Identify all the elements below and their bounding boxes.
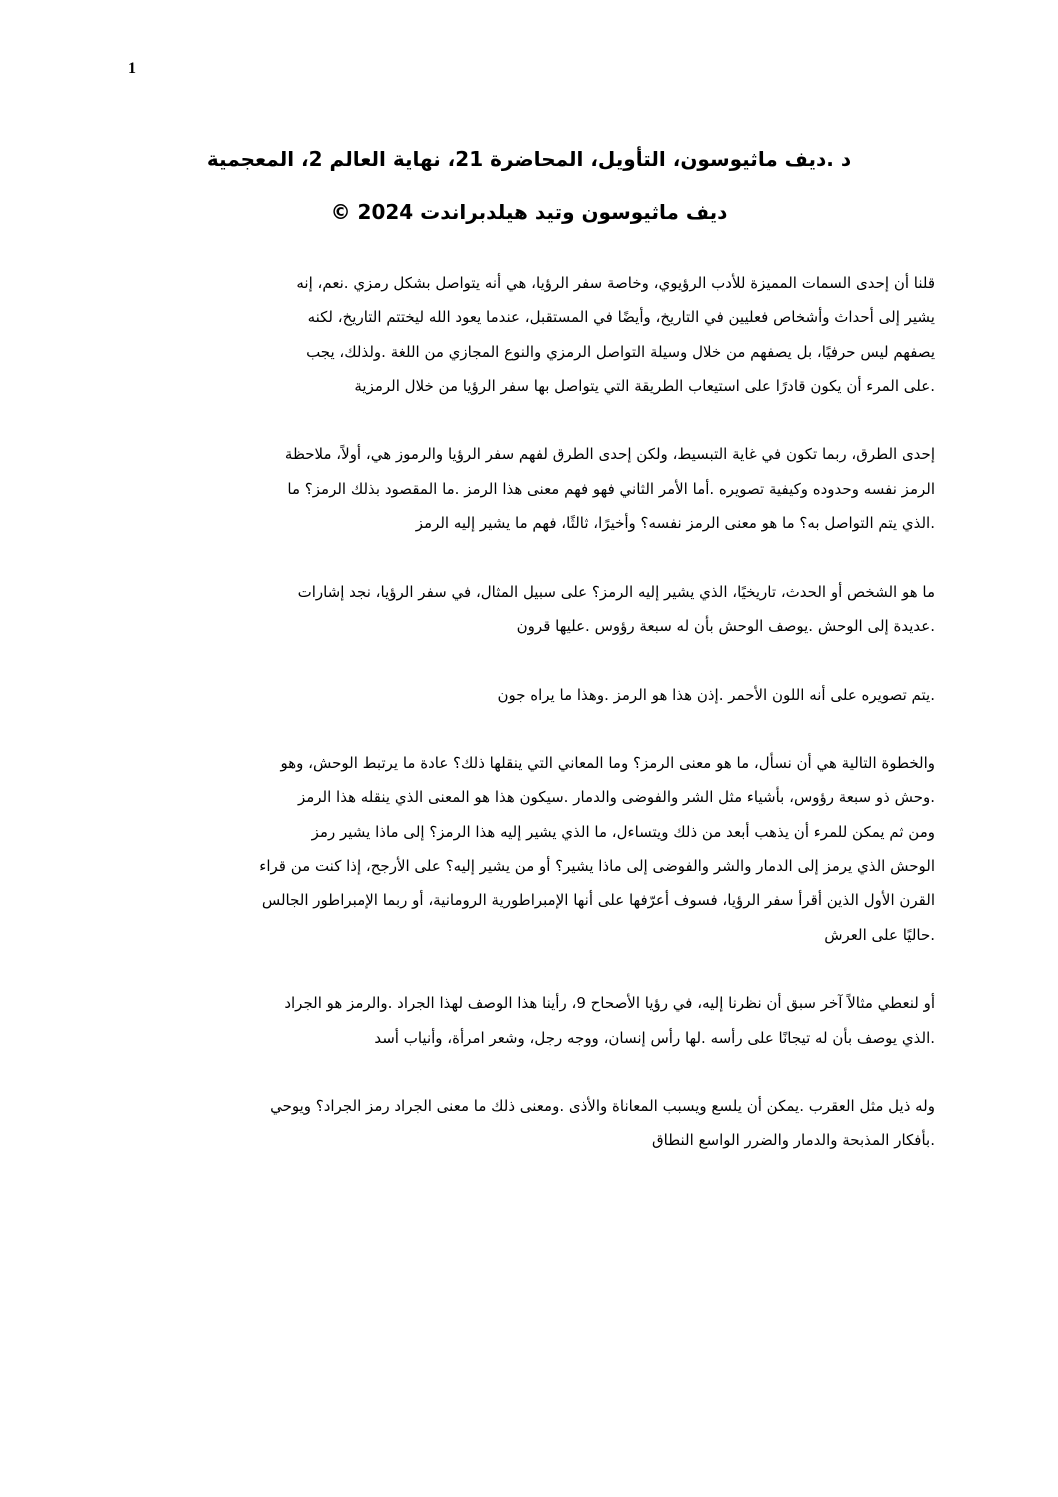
paragraph-5	[128, 746, 935, 952]
text-line: يصفهم ليس حرفيًا، بل يصفهم من خلال وسيلة التواصل الرمزي والنوع المجازي من اللغة .ولذلك، يجب	[306, 342, 935, 361]
paragraph-1	[128, 266, 935, 403]
text-line: .يتم تصويره على أنه اللون الأحمر .إذن هذا هو الرمز .وهذا ما يراه جون	[497, 685, 935, 704]
text-line: قلنا أن إحدى السمات المميزة للأدب الرؤيوي، وخاصة سفر الرؤيا، هي أنه يتواصل بشكل رمزي .نعم، إنه	[296, 274, 935, 292]
text-line: وله ذيل مثل العقرب .يمكن أن يلسع ويسبب المعاناة والأذى .ومعنى ذلك ما معنى الجراد رمز الجراد؟ ويوحي	[270, 1097, 935, 1116]
text-line: ما هو الشخص أو الحدث، تاريخيًا، الذي يشير إليه الرمز؟ على سبيل المثال، في سفر الرؤيا، نجد إشارات	[297, 582, 935, 601]
text-line: .بأفكار المذبحة والدمار والضرر الواسع النطاق	[651, 1131, 935, 1150]
paragraph-7	[128, 1089, 935, 1158]
text-line: .عديدة إلى الوحش .يوصف الوحش بأن له سبعة رؤوس .عليها قرون	[516, 616, 935, 635]
text-line: .حاليًا على العرش	[824, 925, 935, 944]
page-title	[100, 133, 958, 239]
paragraph-2	[128, 437, 935, 540]
text-line: .وحش ذو سبعة رؤوس، بأشياء مثل الشر والفوضى والدمار .سيكون هذا هو المعنى الذي ينقله هذا الرمز	[297, 788, 935, 807]
title-line-1: د .ديف ماثيوسون، التأويل، المحاضرة 21، نهاية العالم 2، المعجمية	[206, 147, 852, 171]
paragraph-6	[128, 986, 935, 1055]
paragraph-4	[128, 678, 935, 712]
text-line: أو لنعطي مثالاً آخر سبق أن نظرنا إليه، في رؤيا الأصحاح 9، رأينا هذا الوصف لهذا الجراد .والرمز هو الجراد	[284, 994, 935, 1013]
text-line: القرن الأول الذين أقرأ سفر الرؤيا، فسوف أعرّفها على أنها الإمبراطورية الرومانية، أو ربما الإمبراطور الجالس	[261, 891, 935, 910]
paragraph-3	[128, 575, 935, 644]
text-line: والخطوة التالية هي أن نسأل، ما هو معنى الرمز؟ وما المعاني التي ينقلها ذلك؟ عادة ما يرتبط الوحش، وهو	[280, 754, 935, 773]
text-line: .الذي يوصف بأن له تيجانًا على رأسه .لها رأس إنسان، ووجه رجل، وشعر امرأة، وأنياب أسد	[374, 1028, 935, 1047]
text-line: الوحش الذي يرمز إلى الدمار والشر والفوضى إلى ماذا يشير؟ أو من يشير إليه؟ على الأرجح، إذا كنت من قراء	[259, 857, 935, 876]
document-body	[128, 266, 935, 1192]
page-number: 1	[128, 60, 136, 77]
text-line: ومن ثم يمكن للمرء أن يذهب أبعد من ذلك ويتساءل، ما الذي يشير إليه هذا الرمز؟ إلى ماذا يشير رمز	[311, 822, 935, 841]
text-line: يشير إلى أحداث وأشخاص فعليين في التاريخ، وأيضًا في المستقبل، عندما يعود الله ليختتم التاريخ، لكنه	[307, 308, 935, 327]
text-line: الرمز نفسه وحدوده وكيفية تصويره .أما الأمر الثاني فهو فهم معنى هذا الرمز .ما المقصود بذلك الرمز؟ ما	[287, 479, 935, 498]
text-line: .على المرء أن يكون قادرًا على استيعاب الطريقة التي يتواصل بها سفر الرؤيا من خلال الرمزية	[354, 376, 935, 395]
text-line: إحدى الطرق، ربما تكون في غاية التبسيط، ولكن إحدى الطرق لفهم سفر الرؤيا والرموز هي، أولاً، ملاحظة	[284, 445, 935, 464]
text-line: .الذي يتم التواصل به؟ ما هو معنى الرمز نفسه؟ وأخيرًا، ثالثًا، فهم ما يشير إليه الرمز	[415, 514, 935, 533]
title-line-2: ديف ماثيوسون وتيد هيلدبراندت 2024 ©	[330, 200, 728, 224]
